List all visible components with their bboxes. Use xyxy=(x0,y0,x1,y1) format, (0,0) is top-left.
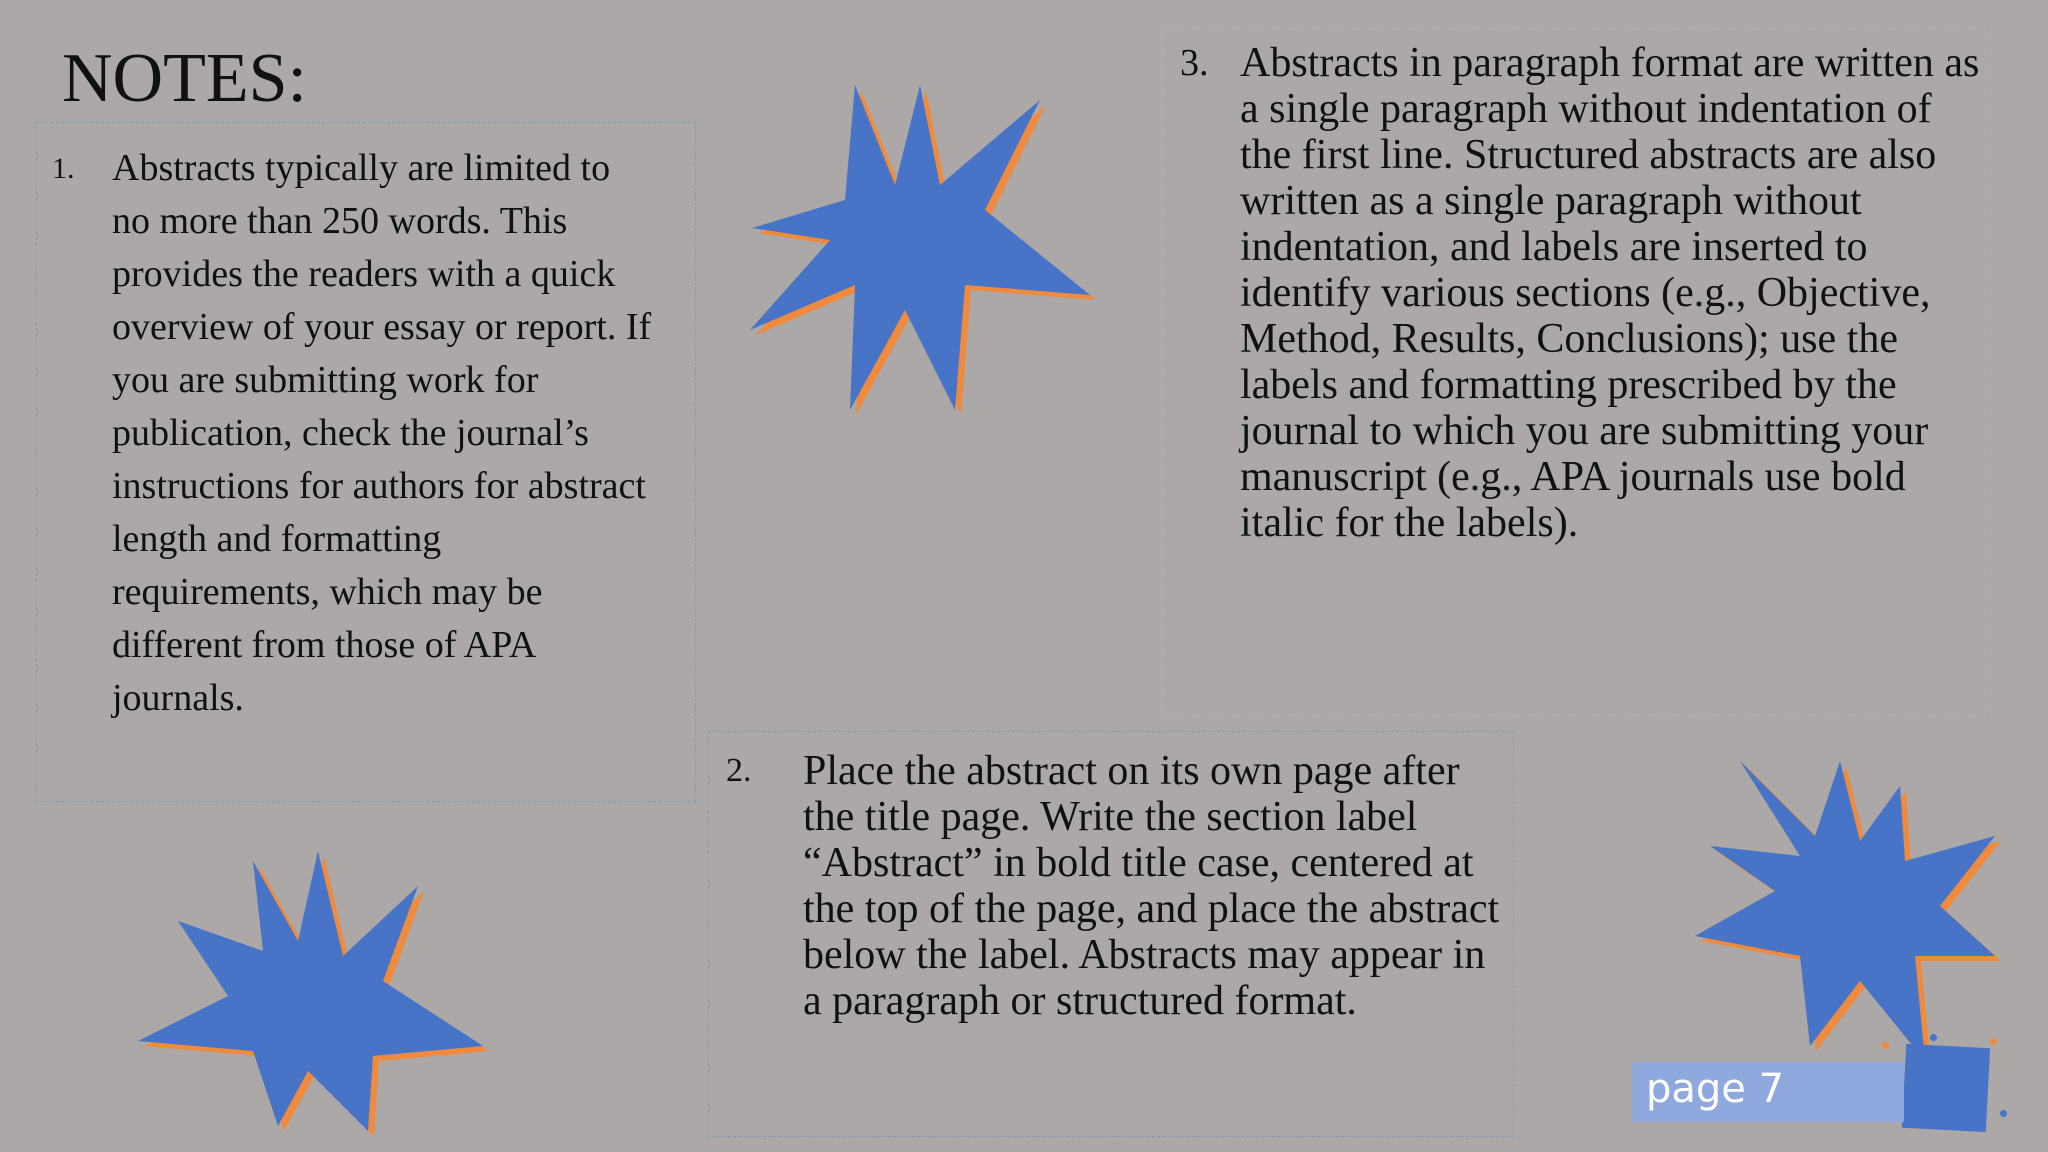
page-number-label: page 7 xyxy=(1632,1062,1904,1122)
starburst-bottom-right xyxy=(1690,756,2010,1066)
starburst-top-center xyxy=(740,80,1100,420)
note-1-number: 1. xyxy=(52,152,75,185)
note-2-number: 2. xyxy=(726,752,752,789)
note-3-number: 3. xyxy=(1180,42,1209,84)
page-corner-square xyxy=(1902,1044,1990,1132)
starburst-bottom-left xyxy=(128,846,498,1136)
note-2 xyxy=(726,748,1506,1024)
decor-dot xyxy=(2000,1110,2007,1117)
decor-dot xyxy=(1930,1034,1937,1041)
note-2-text: Place the abstract on its own page after the title page. Write the section label “Abstract” in bold title case, centered at the top of the page, and place the abstract below the label. Abstracts may appear in a paragraph or structured format. xyxy=(803,748,1500,1024)
slide-title: NOTES: xyxy=(62,40,307,117)
note-3-text: Abstracts in paragraph format are written as a single paragraph without indentation of the first line. Structured abstracts are also written as a single paragraph without indentation, and labels are inserted to identify various sections (e.g., Objective, Method, Results, Conclusions); use the labels and formatting prescribed by the journal to which you are submitting your manuscript (e.g., APA journals use bold italic for the labels). xyxy=(1240,40,1980,546)
note-3 xyxy=(1180,40,1980,546)
decor-dot xyxy=(1990,1038,1997,1045)
decor-dot xyxy=(1882,1042,1889,1049)
note-1-text: Abstracts typically are limited to no more than 250 words. This provides the readers with a quick overview of your essay or report. If you are submitting work for publication, check the journal’s instructions for authors for abstract length and formatting requirements, which may be different from those of APA journals. xyxy=(112,147,652,719)
note-1 xyxy=(52,142,692,725)
